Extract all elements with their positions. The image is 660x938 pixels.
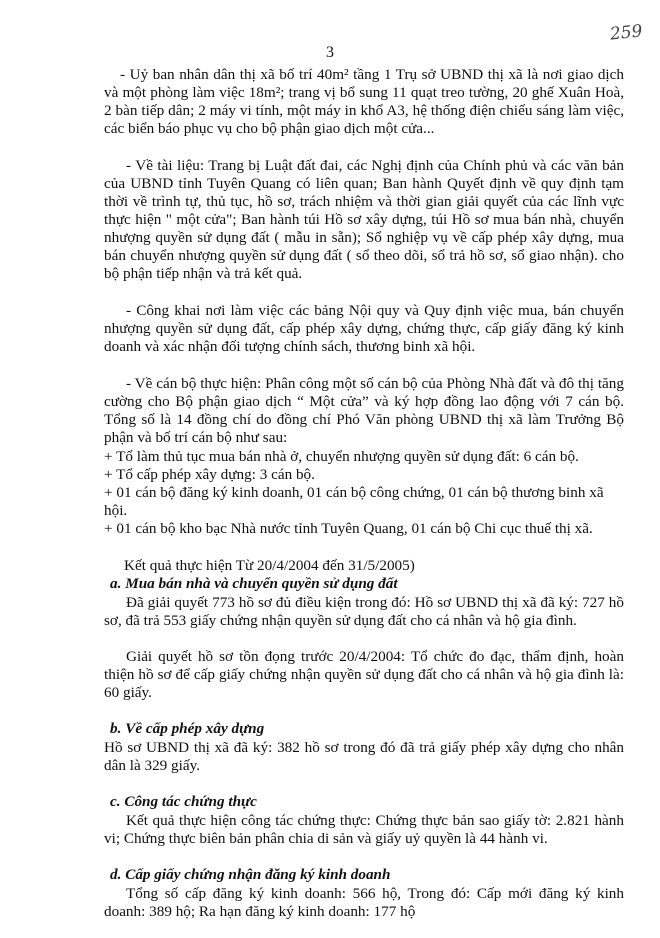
section-b-text: Hồ sơ UBND thị xã đã ký: 382 hồ sơ trong đó đã trả giấy phép xây dựng cho nhân dân là 329 giấy.	[104, 739, 624, 774]
section-d-text: Tổng số cấp đăng ký kinh doanh: 566 hộ, Trong đó: Cấp mới đăng ký kinh doanh: 389 hộ; Ra hạn đăng ký kinh doanh: 177 hộ	[104, 885, 624, 920]
page-number: 3	[326, 44, 334, 61]
section-a-text-1: Đã giải quyết 773 hồ sơ đủ điều kiện trong đó: Hồ sơ UBND thị xã đã ký: 727 hồ sơ, đã trả 553 giấy chứng nhận quyền sử dụng đất cho cá nhân và hộ gia đình.	[104, 594, 624, 629]
paragraph-facilities: - Uỷ ban nhân dân thị xã bố trí 40m² tầng 1 Trụ sở UBND thị xã là nơi giao dịch và một phòng làm việc 18m²; trang vị bổ sung 11 quạt treo tường, 20 ghế Xuân Hoà, 2 bàn tiếp dân; 2 máy vi tính, một máy in khổ A3, hệ thống điện chiếu sáng làm việc, các biển báo phục vụ cho bộ phận giao dịch một cửa...	[104, 66, 624, 137]
section-d-heading: d. Cấp giấy chứng nhận đăng ký kinh doanh	[110, 866, 391, 883]
section-c-text: Kết quả thực hiện công tác chứng thực: Chứng thực bản sao giấy tờ: 2.821 hành vi; Chứng thực biên bản phân chia di sản và giấy uỷ quyền là 44 hành vi.	[104, 812, 624, 847]
section-c-heading: c. Công tác chứng thực	[110, 793, 257, 810]
list-item: + 01 cán bộ kho bạc Nhà nước tỉnh Tuyên Quang, 01 cán bộ Chi cục thuế thị xã.	[104, 520, 593, 537]
paragraph-publicity: - Công khai nơi làm việc các bảng Nội quy và Quy định việc mua, bán chuyển nhượng quyền sử dụng đất, cấp phép xây dựng, chứng thực, cấp giấy đăng ký kinh doanh và xác nhận đối tượng chính sách, thương binh xã hội.	[104, 302, 624, 355]
paragraph-documents: - Về tài liệu: Trang bị Luật đất đai, các Nghị định của Chính phủ và các văn bản của UBND tỉnh Tuyên Quang có liên quan; Ban hành Quyết định về quy định tạm thời về trình tự, thủ tục, hồ sơ, trách nhiệm và thời gian giải quyết của các lĩnh vực thực hiện " một cửa"; Ban hành túi Hồ sơ xây dựng, túi Hồ sơ mua bán nhà, chuyển nhượng quyền sử dụng đất ( mẫu in sẵn); Sổ nghiệp vụ về cấp phép xây dựng, mua bán chuyển nhượng quyền sử dụng đất ( sổ theo dõi, sổ trả hồ sơ, sổ giao nhận). cho bộ phận tiếp nhận và trả kết quả.	[104, 157, 624, 282]
paragraph-staff: - Về cán bộ thực hiện: Phân công một số cán bộ của Phòng Nhà đất và đô thị tăng cường cho Bộ phận giao dịch “ Một cửa” và ký hợp đồng lao động với 7 cán bộ. Tổng số là 14 đồng chí do đồng chí Phó Văn phòng UBND thị xã làm Trưởng Bộ phận và bố trí cán bộ như sau:	[104, 375, 624, 446]
section-b	[104, 720, 624, 775]
staff-list	[104, 448, 624, 538]
results-intro: Kết quả thực hiện Từ 20/4/2004 đến 31/5/2005)	[124, 557, 415, 574]
list-item: + Tổ cấp phép xây dựng: 3 cán bộ.	[104, 466, 315, 483]
section-b-heading: b. Về cấp phép xây dựng	[110, 720, 265, 737]
section-a-heading: a. Mua bán nhà và chuyển quyền sử dụng đất	[110, 575, 398, 592]
document-body	[104, 66, 624, 921]
section-c	[104, 793, 624, 848]
list-item: + 01 cán bộ đăng ký kinh doanh, 01 cán bộ công chứng, 01 cán bộ thương binh xã hội.	[104, 484, 604, 519]
handwritten-page-number: 259	[608, 21, 643, 45]
section-d	[104, 866, 624, 921]
section-a-text-2: Giải quyết hồ sơ tồn đọng trước 20/4/2004: Tổ chức đo đạc, thẩm định, hoàn thiện hồ sơ để cấp giấy chứng nhận quyền sử dụng đất cho cá nhân và hộ gia đình là: 60 giấy.	[104, 648, 624, 701]
list-item: + Tổ làm thủ tục mua bán nhà ở, chuyển nhượng quyền sử dụng đất: 6 cán bộ.	[104, 448, 579, 465]
section-a	[104, 575, 624, 702]
